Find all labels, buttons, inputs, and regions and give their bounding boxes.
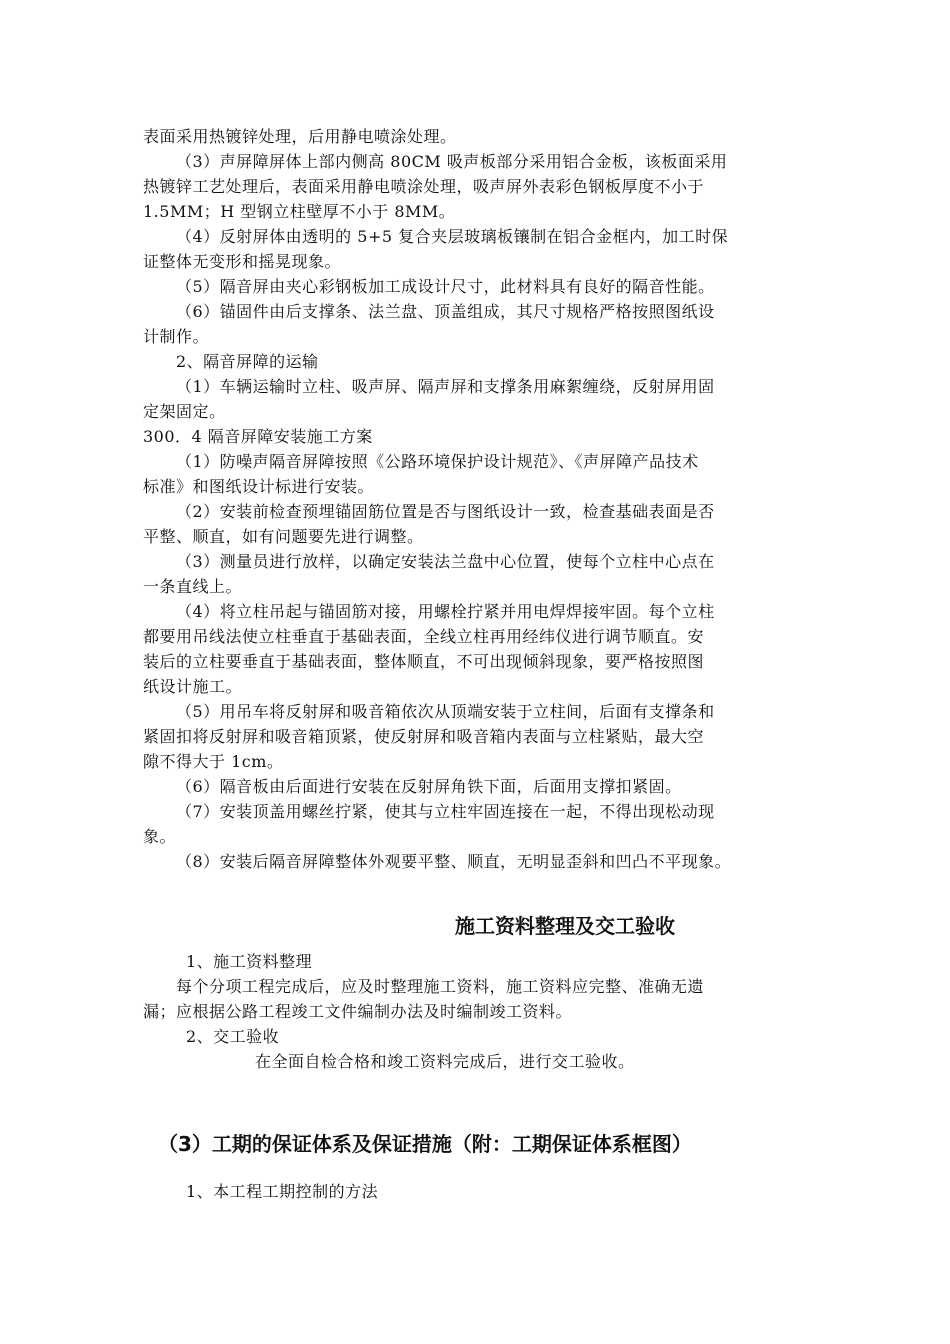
text-line: 象。 bbox=[143, 827, 177, 846]
text-line: 定架固定。 bbox=[143, 402, 226, 421]
text-line: （2）安装前检查预埋锚固筋位置是否与图纸设计一致，检查基础表面是否 bbox=[176, 502, 715, 521]
section2-title: （3）工期的保证体系及保证措施（附：工期保证体系框图） bbox=[158, 1132, 692, 1156]
text-line: 每个分项工程完成后，应及时整理施工资料，施工资料应完整、准确无遗 bbox=[176, 977, 705, 996]
text-line: （3）测量员进行放样，以确定安装法兰盘中心位置，使每个立柱中心点在 bbox=[176, 552, 715, 571]
text-line: 平整、顺直，如有问题要先进行调整。 bbox=[143, 527, 424, 546]
text-line: （7）安装顶盖用螺丝拧紧，使其与立柱牢固连接在一起，不得出现松动现 bbox=[176, 802, 715, 821]
text-line: 2、隔音屏障的运输 bbox=[176, 352, 319, 371]
text-line: 在全面自检合格和竣工资料完成后，进行交工验收。 bbox=[255, 1052, 635, 1071]
text-line: （4）反射屏体由透明的 5+5 复合夹层玻璃板镶制在铝合金框内，加工时保 bbox=[176, 227, 729, 246]
text-line: 标准》和图纸设计标进行安装。 bbox=[143, 477, 375, 496]
text-line: 1.5MM；H 型钢立柱壁厚不小于 8MM。 bbox=[143, 202, 456, 221]
text-line: 1、施工资料整理 bbox=[186, 952, 313, 971]
text-line: （5）隔音屏由夹心彩钢板加工成设计尺寸，此材料具有良好的隔音性能。 bbox=[176, 277, 715, 296]
section-title: 施工资料整理及交工验收 bbox=[455, 914, 675, 938]
text-line: 2、交工验收 bbox=[186, 1027, 280, 1046]
text-line: （5）用吊车将反射屏和吸音箱依次从顶端安装于立柱间，后面有支撑条和 bbox=[176, 702, 715, 721]
text-line: 紧固扣将反射屏和吸音箱顶紧，使反射屏和吸音箱内表面与立柱紧贴，最大空 bbox=[143, 727, 705, 746]
text-line: （1）车辆运输时立柱、吸声屏、隔声屏和支撑条用麻絮缠绕，反射屏用固 bbox=[176, 377, 715, 396]
text-line: 表面采用热镀锌处理，后用静电喷涂处理。 bbox=[143, 127, 457, 146]
text-line: 漏；应根据公路工程竣工文件编制办法及时编制竣工资料。 bbox=[143, 1002, 573, 1021]
text-line: 隙不得大于 1cm。 bbox=[143, 752, 284, 771]
text-line: （4）将立柱吊起与锚固筋对接，用螺栓拧紧并用电焊焊接牢固。每个立柱 bbox=[176, 602, 715, 621]
text-line: （1）防噪声隔音屏障按照《公路环境保护设计规范》、《声屏障产品技术 bbox=[176, 452, 699, 471]
text-line: 300．4 隔音屏障安装施工方案 bbox=[143, 427, 373, 446]
text-line: （6）隔音板由后面进行安装在反射屏角铁下面，后面用支撑扣紧固。 bbox=[176, 777, 682, 796]
text-line: 装后的立柱要垂直于基础表面，整体顺直，不可出现倾斜现象，要严格按照图 bbox=[143, 652, 705, 671]
text-line: （8）安装后隔音屏障整体外观要平整、顺直，无明显歪斜和凹凸不平现象。 bbox=[176, 852, 732, 871]
text-line: 证整体无变形和摇晃现象。 bbox=[143, 252, 342, 271]
text-line: 纸设计施工。 bbox=[143, 677, 243, 696]
text-line: （3）声屏障屏体上部内侧高 80CM 吸声板部分采用铝合金板，该板面采用 bbox=[176, 152, 728, 171]
text-line: （6）锚固件由后支撑条、法兰盘、顶盖组成，其尺寸规格严格按照图纸设 bbox=[176, 302, 715, 321]
text-line: 都要用吊线法使立柱垂直于基础表面，全线立柱再用经纬仪进行调节顺直。安 bbox=[143, 627, 705, 646]
text-line: 1、本工程工期控制的方法 bbox=[186, 1182, 379, 1201]
text-line: 计制作。 bbox=[143, 327, 210, 346]
text-line: 一条直线上。 bbox=[143, 577, 243, 596]
text-line: 热镀锌工艺处理后，表面采用静电喷涂处理，吸声屏外表彩色钢板厚度不小于 bbox=[143, 177, 705, 196]
